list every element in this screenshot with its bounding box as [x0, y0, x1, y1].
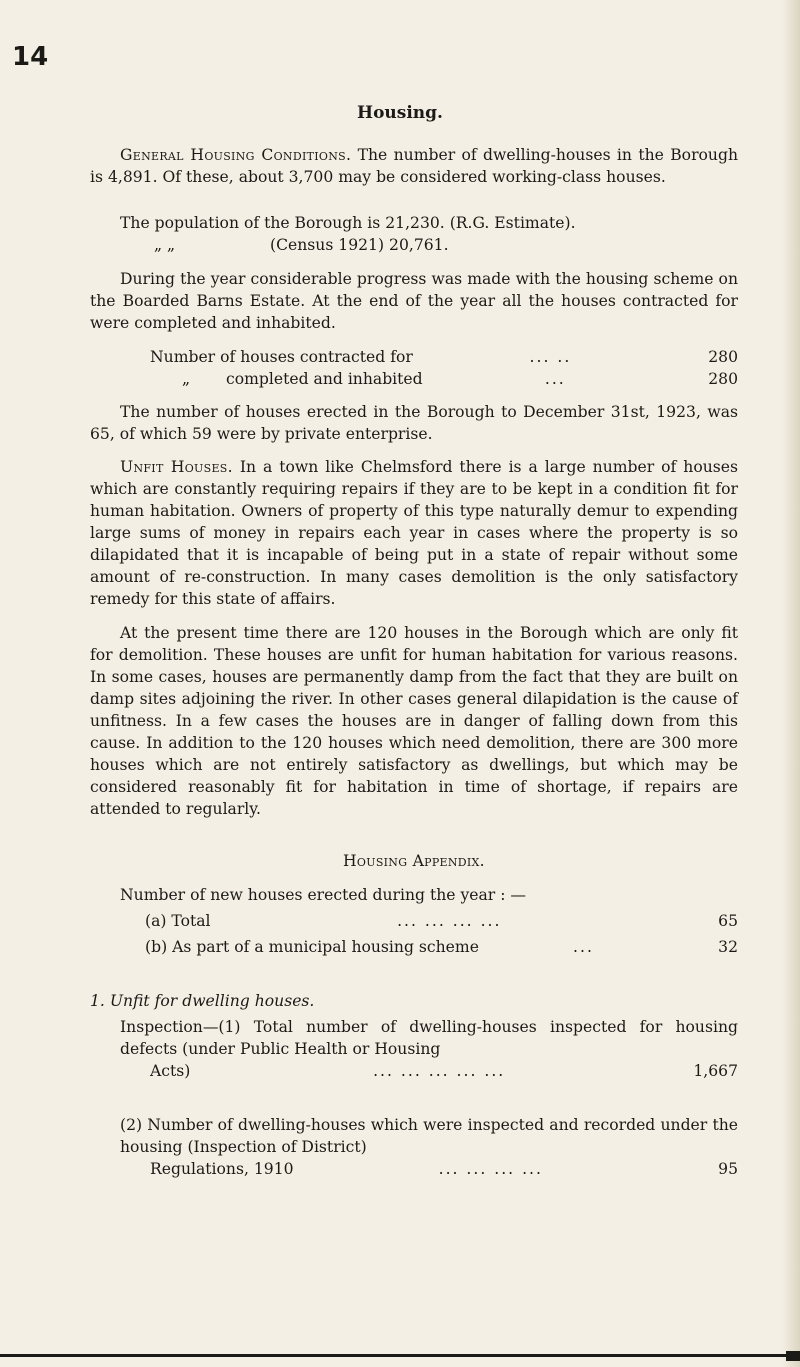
edge-mark [786, 1351, 800, 1361]
present-time-paragraph [90, 622, 738, 820]
leader-dots: ... ... ... ... [438, 1160, 543, 1178]
inspection-1-row [120, 1060, 738, 1082]
population-line-2 [90, 234, 738, 256]
leader-dots: ... [544, 370, 566, 388]
appendix-row-b [90, 936, 738, 958]
inspection-2 [90, 1114, 738, 1180]
inspection-2-text [120, 1114, 738, 1158]
unfit-houses-lead: Unfit Houses. [120, 458, 233, 476]
bottom-rule [0, 1354, 800, 1357]
general-housing-paragraph [90, 144, 738, 188]
contracted-label: Number of houses contracted for [150, 348, 413, 366]
inspection-1 [90, 1016, 738, 1082]
leader-dots: ... ... ... ... ... [373, 1062, 506, 1080]
inspection-2-row [120, 1158, 738, 1180]
contracted-table [90, 346, 738, 390]
general-housing-lead: General Housing Conditions. [120, 146, 352, 164]
erected-paragraph [90, 401, 738, 445]
page-title: Housing. [357, 103, 443, 123]
contracted-value: 280 [708, 348, 738, 366]
unfit-houses-paragraph [90, 456, 738, 610]
completed-row [90, 368, 738, 390]
progress-text: During the year considerable progress was made with the housing scheme on the Boarded Barns Estate. At the end of the year all the houses contracted for were completed and inhabited. [90, 270, 738, 332]
new-houses-line: Number of new houses erected during the year : — [120, 886, 527, 904]
erected-text: The number of houses erected in the Borough to December 31st, 1923, was 65, of which 59 were by private enterprise. [90, 403, 738, 443]
row-a-label: (a) Total [145, 912, 211, 930]
page-edge-shadow [782, 0, 800, 1367]
row-b-label: (b) As part of a municipal housing scheme [145, 938, 479, 956]
ditto-mark: „ [182, 370, 191, 388]
progress-paragraph [90, 268, 738, 334]
unfit-houses-text: In a town like Chelmsford there is a large number of houses which are constantly requiring repairs if they are to be kept in a condition fit for human habitation. Owners of property of this type naturally demur to expending large sums of money in repairs each year in cases where the property is so dilapidated that it is incapable of being put in a state of repair without some amount of re-construction. In many cases demolition is the only satisfactory remedy for this state of affairs. [90, 458, 738, 608]
completed-label: completed and inhabited [226, 370, 423, 388]
section-1-heading [90, 990, 738, 1012]
ditto-marks: „ „ [154, 236, 176, 254]
inspection-2-last: Regulations, 1910 [150, 1160, 294, 1178]
appendix-row-a [90, 910, 738, 932]
population-block [90, 212, 738, 256]
appendix-heading: Housing Appendix. [343, 852, 485, 870]
appendix-new-houses [90, 884, 738, 958]
population-line-1: The population of the Borough is 21,230. (R.G. Estimate). [120, 214, 576, 232]
census-figure: (Census 1921) 20,761. [270, 236, 449, 254]
inspection-2-value: 95 [718, 1160, 738, 1178]
inspection-1-last: Acts) [150, 1062, 191, 1080]
row-b-value: 32 [718, 938, 738, 956]
leader-dots: ... ... ... ... [397, 912, 502, 930]
contracted-row [90, 346, 738, 368]
completed-value: 280 [708, 370, 738, 388]
inspection-2-body: (2) Number of dwelling-houses which were inspected and recorded under the housing (Inspection of District) [120, 1116, 738, 1156]
row-a-value: 65 [718, 912, 738, 930]
present-time-text: At the present time there are 120 houses in the Borough which are only fit for demolition. These houses are unfit for human habitation for various reasons. In some cases, houses are permanently damp from the fact that they are built on damp sites adjoining the river. In other cases general dilapidation is the cause of unfitness. In a few cases the houses are in danger of falling down from this cause. In addition to the 120 houses which need demolition, there are 300 more houses which are not entirely satisfactory as dwellings, but which may be considered reasonably fit for habitation in time of shortage, if repairs are attended to regularly. [90, 624, 738, 818]
leader-dots: ... [573, 938, 594, 956]
inspection-1-body: Inspection—(1) Total number of dwelling-houses inspected for housing defects (under Public Health or Housing [120, 1018, 738, 1058]
general-housing-text: The number of dwelling-houses in the Borough is 4,891. Of these, about 3,700 may be considered working-class houses. [90, 146, 738, 186]
appendix-title [90, 850, 738, 872]
inspection-1-value: 1,667 [693, 1062, 738, 1080]
section-1-title: 1. Unfit for dwelling houses. [90, 992, 315, 1010]
inspection-1-text [120, 1016, 738, 1060]
page-number: 14 [12, 42, 49, 72]
leader-dots: ... .. [529, 348, 572, 366]
